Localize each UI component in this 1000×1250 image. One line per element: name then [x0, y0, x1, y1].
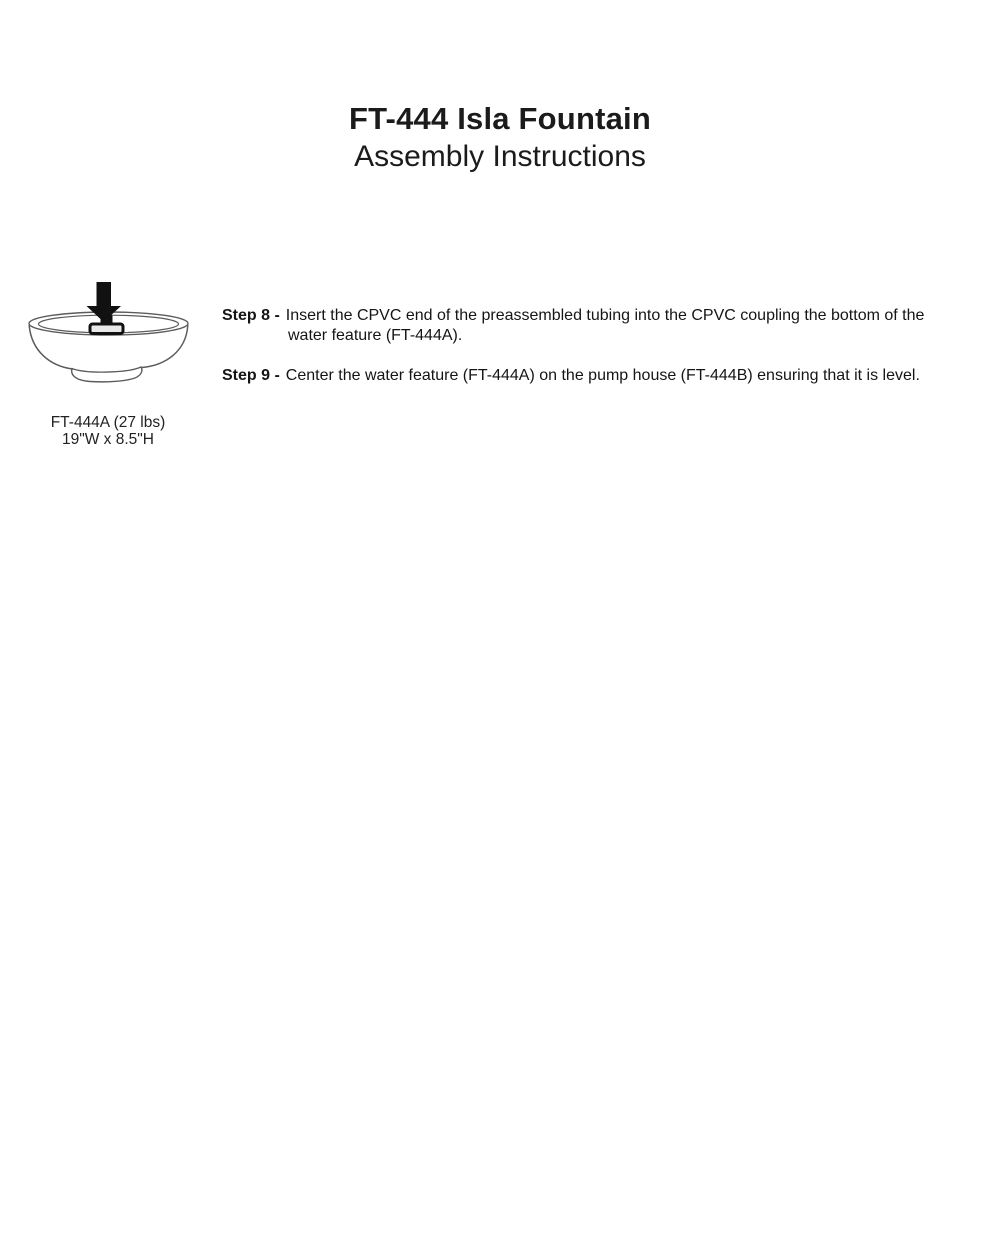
step-8-text: Insert the CPVC end of the preassembled tubing into the CPVC coupling the bottom of the water feature (FT-444A).	[285, 307, 925, 344]
step-9-text: Center the water feature (FT-444A) on the pump house (FT-444B) ensuring that it is level.	[285, 367, 920, 384]
page-subtitle: Assembly Instructions	[354, 140, 646, 173]
dimensions-label: 19"W x 8.5"H	[62, 431, 154, 448]
instruction-steps	[222, 306, 967, 406]
document-header	[0, 100, 1000, 174]
bowl-with-down-arrow-icon	[18, 272, 198, 387]
step-8-label: Step 8 -	[222, 307, 280, 324]
step-9-label: Step 9 -	[222, 367, 280, 384]
water-feature-diagram	[18, 272, 198, 387]
step-8	[222, 306, 967, 346]
diagram-caption	[28, 414, 188, 448]
page-title: FT-444 Isla Fountain	[349, 101, 651, 136]
part-number-label: FT-444A (27 lbs)	[50, 414, 166, 431]
step-9	[222, 366, 967, 386]
